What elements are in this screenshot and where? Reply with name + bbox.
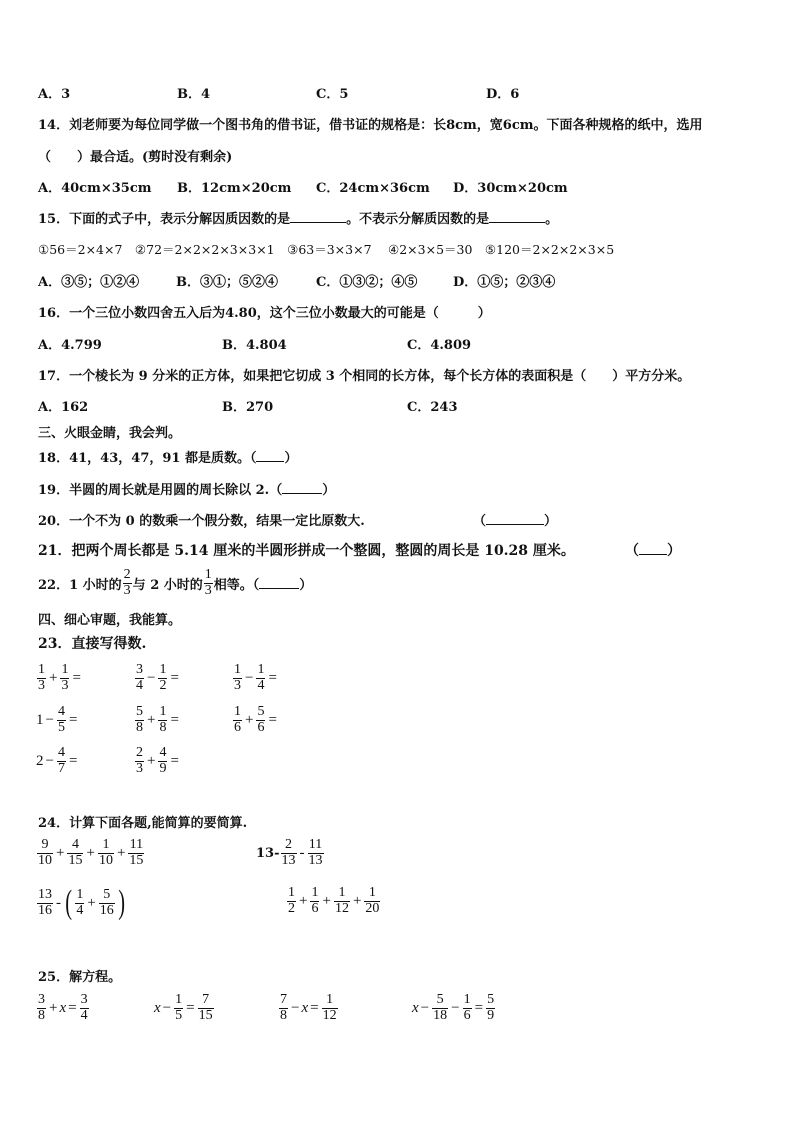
math-token: 11 (308, 837, 323, 852)
q24-expression-4 (286, 886, 381, 916)
fraction (256, 705, 265, 735)
q16-option-a: A．4.799 (38, 338, 102, 353)
math-token: = (310, 999, 319, 1016)
fraction (334, 886, 350, 916)
math-token: 15 (68, 852, 83, 868)
q15-text-a: 15．下面的式子中，表示分解因质因数的是 (38, 212, 291, 227)
math-token: 1 (102, 837, 110, 852)
q23-title: 23．直接写得数. (38, 636, 147, 652)
math-token: + (49, 999, 58, 1016)
q23-item-3 (232, 663, 279, 693)
q15-blank-1[interactable] (290, 211, 346, 223)
math-token: 1 (234, 662, 241, 677)
q18-answer-blank[interactable] (256, 450, 284, 462)
math-token: 4 (159, 745, 167, 760)
math-token: 1 (234, 704, 241, 719)
q14-text-line2: （ ）最合适。(剪时没有剩余) (38, 150, 233, 165)
fraction (322, 993, 338, 1023)
math-token: − (420, 999, 430, 1016)
q23-item-7 (36, 746, 79, 776)
q21-text: 21．把两个周长都是 5.14 厘米的半圆形拼成一个整圆，整圆的周长是 10.28 厘米。 (38, 543, 575, 559)
q20-answer (473, 510, 557, 529)
math-token: 8 (136, 719, 143, 735)
math-token: − (162, 999, 172, 1016)
section-4-heading: 四、细心审题，我能算。 (38, 613, 182, 628)
fraction (80, 993, 89, 1023)
q25-title: 25．解方程。 (38, 970, 122, 985)
math-token: − (147, 669, 156, 686)
math-token: 1 (257, 662, 265, 677)
math-token: 5 (57, 719, 65, 735)
q13-option-d: D．6 (486, 87, 520, 102)
math-token: 6 (311, 900, 319, 916)
math-token: 20 (365, 900, 380, 916)
q20-text: 20．一个不为 0 的数乘一个假分数，结果一定比原数大. (38, 514, 365, 529)
math-token: 5 (257, 704, 265, 719)
math-token: + (245, 711, 254, 728)
fraction (364, 886, 380, 916)
math-token: 1 (326, 992, 334, 1007)
math-token: − (45, 752, 54, 769)
q15-option-c: C．①③②；④⑤ (316, 275, 418, 290)
math-token: − (245, 669, 254, 686)
math-token: 15 (129, 852, 144, 868)
fraction (198, 993, 214, 1023)
math-token: 3 (136, 760, 143, 776)
fraction (158, 705, 167, 735)
q22-part-b: 与 2 小时的 (132, 577, 203, 593)
math-token: = (474, 999, 484, 1016)
q25-equation-2 (154, 993, 215, 1023)
q24-expression-1 (36, 838, 145, 868)
math-token: 8 (38, 1007, 45, 1023)
math-token: 2 (136, 745, 143, 760)
fraction (57, 746, 66, 776)
math-token: = (68, 711, 78, 728)
q23-item-4 (36, 705, 79, 735)
q13-option-a: A．3 (38, 87, 71, 102)
q17-text: 17．一个棱长为 9 分米的正方体，如果把它切成 3 个相同的长方体，每个长方体的表面积是（ ）平方分米。 (38, 369, 691, 384)
q25-equation-3 (278, 993, 339, 1023)
math-token: 5 (487, 992, 495, 1007)
q13-option-c: C．5 (316, 87, 349, 102)
fraction (233, 705, 242, 735)
math-token: + (299, 892, 308, 909)
fraction (128, 838, 144, 868)
math-token: 1 (38, 662, 45, 677)
math-token: 8 (159, 719, 167, 735)
math-token: ) (118, 884, 125, 921)
fraction (75, 888, 84, 918)
math-token: 10 (98, 852, 113, 868)
math-token: 8 (280, 1007, 287, 1023)
math-token: 5 (136, 704, 143, 719)
math-token: 1 (159, 662, 167, 677)
math-token: 3 (38, 677, 45, 693)
math-token: 1 (175, 992, 183, 1007)
q21-open: （ (625, 543, 639, 559)
fraction (60, 663, 69, 693)
q15-blank-2[interactable] (489, 211, 545, 223)
q17-option-a: A．162 (38, 400, 89, 415)
q14-option-c: C．24cm×36cm (316, 181, 430, 196)
math-token: 1 (36, 711, 44, 728)
math-token: 18 (433, 1007, 448, 1023)
math-token: 11 (129, 837, 144, 852)
q15-option-a: A．③⑤；①②④ (38, 275, 140, 290)
math-token: − (45, 711, 54, 728)
math-token: 4 (257, 677, 265, 693)
math-token: − (451, 999, 460, 1016)
q21-answer (625, 540, 681, 560)
math-token: + (86, 844, 95, 861)
math-token: x (59, 999, 67, 1016)
q23-item-8 (134, 746, 181, 776)
fraction (135, 663, 144, 693)
section-3-heading: 三、火眼金睛，我会判。 (38, 426, 182, 441)
math-token: = (72, 669, 81, 686)
math-token: 2 (36, 752, 44, 769)
q15-option-b: B．③①；⑤②④ (176, 275, 278, 290)
math-token: 4 (136, 677, 143, 693)
q15-items: ①56＝2×4×7 ②72＝2×2×2×3×3×1 ③63＝3×3×7 ④2×3×5＝30 ⑤120＝2×2×2×3×5 (38, 242, 615, 257)
q24-expression-3 (36, 886, 127, 920)
math-token: = (170, 669, 179, 686)
q17-option-c: C．243 (407, 400, 458, 415)
q19-stem: 19．半圆的周长就是用圆的周长除以 2.（ (38, 483, 283, 498)
q19-close: ） (322, 483, 336, 498)
math-token: 16 (38, 902, 52, 918)
q22-f2-numerator: 1 (204, 567, 212, 582)
math-token: 4 (71, 837, 79, 852)
math-token: 1 (76, 886, 84, 902)
q13-option-b: B．4 (177, 87, 211, 102)
math-token: − (291, 999, 300, 1016)
math-token: 13 (308, 852, 323, 868)
math-token: = (268, 711, 277, 728)
math-token: 1 (61, 662, 69, 677)
math-token: 1 (159, 704, 167, 719)
fraction (158, 746, 167, 776)
fraction (233, 663, 242, 693)
math-token: 3 (136, 662, 143, 677)
q21-close: ） (667, 543, 681, 559)
fraction (67, 838, 83, 868)
q22-part-d: ） (299, 577, 313, 593)
q25-equation-1 (36, 993, 90, 1023)
fraction (135, 746, 144, 776)
math-token: = (268, 669, 277, 686)
fraction (135, 705, 144, 735)
math-token: + (116, 844, 126, 861)
fraction (279, 993, 288, 1023)
q20-close: ） (544, 514, 558, 529)
fraction (174, 993, 183, 1023)
math-token: 7 (57, 760, 65, 776)
q16-option-b: B．4.804 (222, 338, 287, 353)
q22-part-c: 相等。（ (213, 577, 260, 593)
fraction (432, 993, 448, 1023)
math-token: 9 (487, 1007, 495, 1023)
q14-option-d: D．30cm×20cm (453, 181, 568, 196)
math-token: 1 (338, 885, 346, 900)
math-token: = (68, 999, 77, 1016)
math-token: + (87, 894, 96, 911)
q18-close: ） (284, 451, 298, 466)
math-token: 6 (234, 719, 241, 735)
q22-f1-denominator: 3 (123, 582, 131, 598)
q14-option-a: A．40cm×35cm (38, 181, 152, 196)
math-token: 7 (280, 992, 287, 1007)
fraction (37, 663, 46, 693)
q15-text-c: 。 (545, 212, 559, 227)
fraction (37, 838, 53, 868)
math-token: = (186, 999, 195, 1016)
math-token: 1 (311, 885, 319, 900)
math-token: 3 (38, 992, 45, 1007)
math-token: 9 (41, 837, 49, 852)
fraction (57, 705, 66, 735)
math-token: x (154, 999, 161, 1016)
q17-option-b: B．270 (222, 400, 274, 415)
math-token: ( (65, 884, 73, 921)
q22-fraction-2 (204, 568, 213, 598)
fraction (37, 993, 46, 1023)
fraction (158, 663, 167, 693)
fraction (99, 888, 115, 918)
math-token: 3 (234, 677, 241, 693)
q15-text (38, 208, 558, 227)
math-token: 4 (57, 704, 65, 719)
math-token: 2 (285, 837, 292, 852)
math-token: 2 (159, 677, 167, 693)
q18-text (38, 447, 298, 466)
math-token: 1 (368, 885, 376, 900)
math-token: 5 (175, 1007, 183, 1023)
math-token: 13- (256, 845, 280, 861)
q19-text (38, 479, 335, 498)
math-token: 1 (288, 885, 295, 900)
math-token: 1 (463, 992, 471, 1007)
math-token: 16 (99, 902, 114, 918)
fraction (308, 838, 324, 868)
q22-fraction-1 (123, 568, 132, 598)
math-token: 5 (103, 886, 111, 902)
math-token: 3 (80, 992, 88, 1007)
q22-answer-blank[interactable] (259, 577, 299, 589)
math-token: + (322, 892, 331, 909)
q16-option-c: C．4.809 (407, 338, 472, 353)
q15-text-b: 。不表示分解质因数的是 (346, 212, 490, 227)
math-token: + (352, 892, 362, 909)
math-token: 13 (281, 852, 296, 868)
math-token: + (49, 669, 58, 686)
math-token: = (68, 752, 78, 769)
fraction (486, 993, 495, 1023)
q23-item-1 (36, 663, 83, 693)
math-token: - (56, 894, 61, 911)
q20-open: （ (473, 514, 487, 529)
q21-answer-blank[interactable] (639, 543, 667, 555)
fraction (37, 888, 53, 918)
fraction (310, 886, 319, 916)
math-token: 5 (436, 992, 444, 1007)
q22-text (38, 568, 312, 598)
math-token: 2 (288, 900, 295, 916)
fraction (287, 886, 296, 916)
math-token: 6 (463, 1007, 471, 1023)
fraction (281, 838, 297, 868)
q25-equation-4 (412, 993, 496, 1023)
q24-expression-2 (256, 838, 325, 868)
math-token: 10 (38, 852, 52, 868)
math-token: 3 (61, 677, 69, 693)
q15-option-d: D．①⑤；②③④ (453, 275, 556, 290)
q22-f2-denominator: 3 (204, 582, 212, 598)
math-token: 12 (334, 900, 349, 916)
math-token: + (147, 711, 156, 728)
q14-option-b: B．12cm×20cm (177, 181, 292, 196)
fraction (98, 838, 114, 868)
fraction (256, 663, 265, 693)
math-token: 9 (159, 760, 167, 776)
math-token: x (412, 999, 419, 1016)
q22-part-a: 22．1 小时的 (38, 577, 122, 593)
math-token: - (299, 844, 305, 861)
q23-item-2 (134, 663, 181, 693)
math-token: 4 (57, 745, 65, 760)
q16-text: 16．一个三位小数四舍五入后为4.80，这个三位小数最大的可能是（ ） (38, 306, 491, 321)
q18-stem: 18．41，43，47，91 都是质数。（ (38, 451, 257, 466)
q19-answer-blank[interactable] (282, 482, 322, 494)
fraction (463, 993, 472, 1023)
math-token: x (301, 999, 309, 1016)
math-token: + (147, 752, 156, 769)
math-token: 13 (38, 886, 52, 902)
q22-f1-numerator: 2 (123, 567, 131, 582)
q23-item-6 (232, 705, 279, 735)
math-token: 6 (257, 719, 265, 735)
math-token: = (170, 752, 179, 769)
math-token: 7 (202, 992, 210, 1007)
q14-text-line1: 14．刘老师要为每位同学做一个图书角的借书证，借书证的规格是：长8cm，宽6cm。下面各种规格的纸中，选用 (38, 118, 703, 133)
q23-item-5 (134, 705, 181, 735)
q20-answer-blank[interactable] (486, 513, 544, 525)
math-token: + (56, 844, 65, 861)
math-token: 15 (198, 1007, 213, 1023)
math-token: 12 (322, 1007, 337, 1023)
math-token: = (170, 711, 179, 728)
q24-title: 24．计算下面各题,能简算的要简算. (38, 816, 248, 831)
math-token: 4 (80, 1007, 88, 1023)
math-token: 4 (76, 902, 84, 918)
